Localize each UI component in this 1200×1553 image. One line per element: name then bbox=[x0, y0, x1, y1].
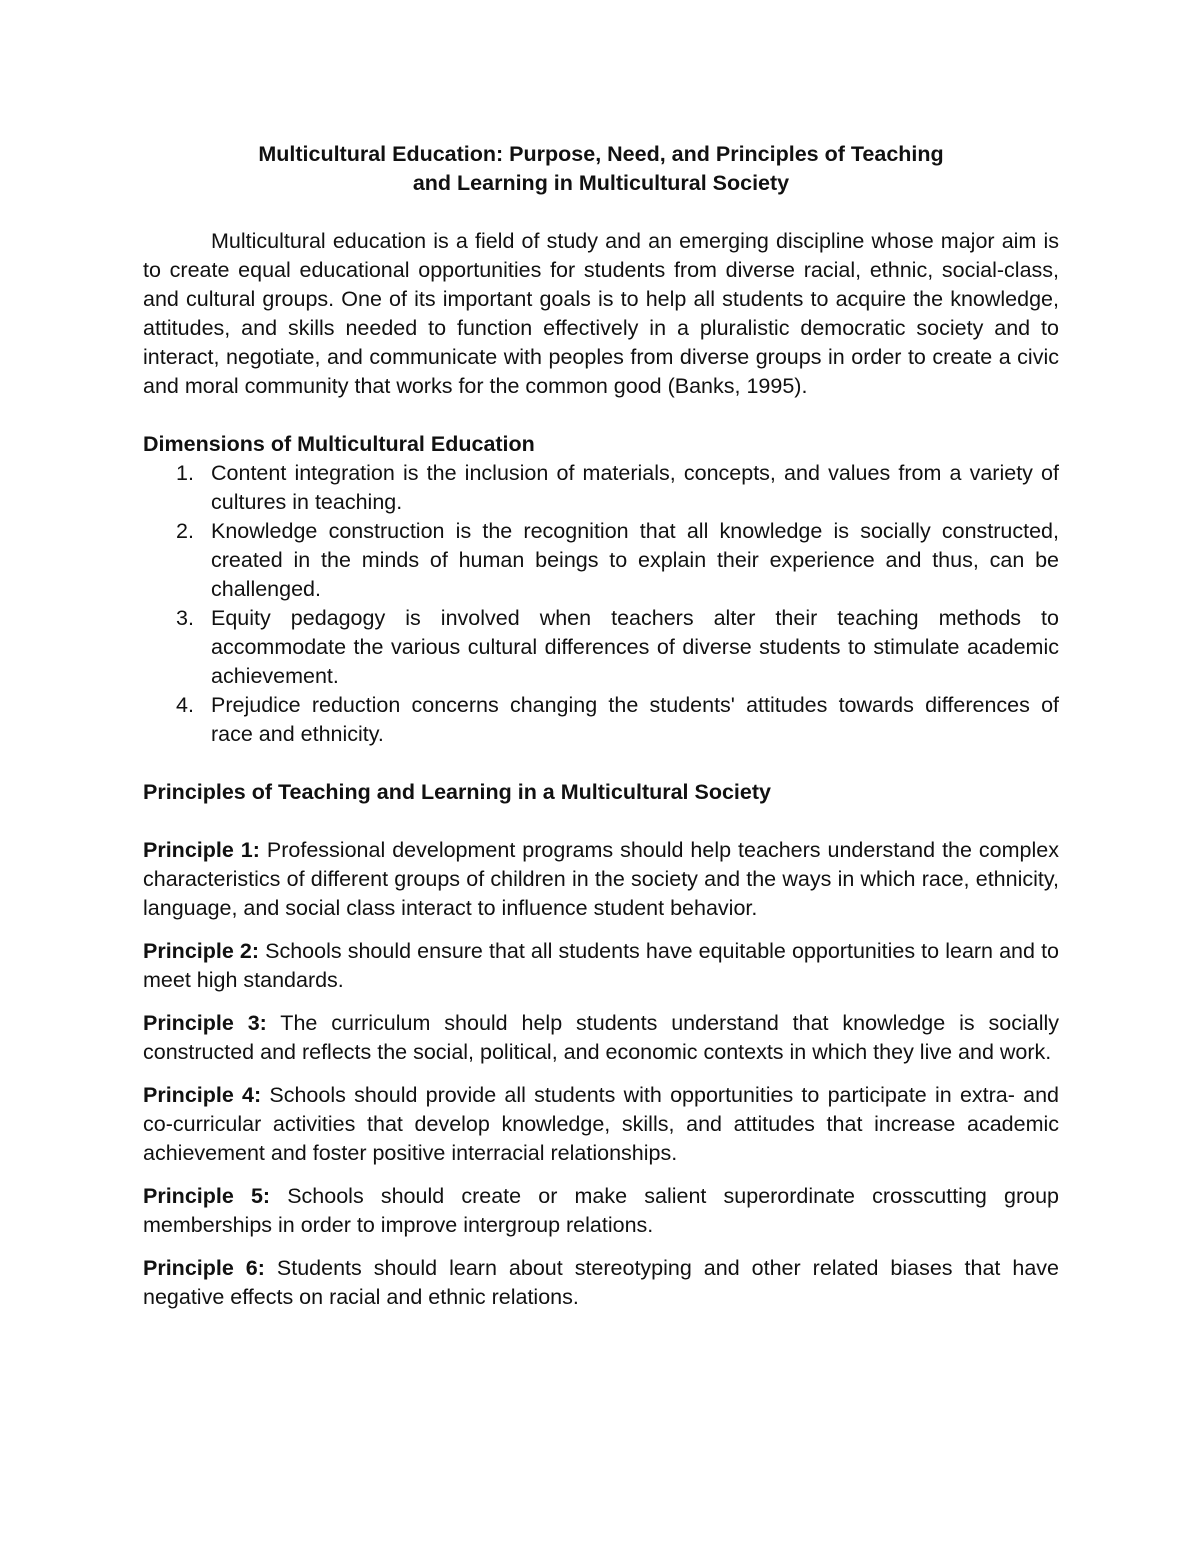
dimension-item bbox=[143, 459, 1059, 517]
dimensions-list bbox=[143, 459, 1059, 749]
principle-3 bbox=[143, 1009, 1059, 1067]
dimension-text: Knowledge construction is the recognition that all knowledge is socially constructed, created in the minds of human beings to explain their experience and thus, can be challenged. bbox=[211, 519, 1059, 601]
document-title bbox=[143, 140, 1059, 198]
principle-label: Principle 5: bbox=[143, 1184, 271, 1208]
dimension-text: Content integration is the inclusion of materials, concepts, and values from a variety of cultures in teaching. bbox=[211, 461, 1059, 514]
document-page bbox=[143, 140, 1059, 1326]
dimension-number: 3. bbox=[176, 606, 194, 630]
principle-6 bbox=[143, 1254, 1059, 1312]
principle-label: Principle 1: bbox=[143, 838, 260, 862]
dimension-item bbox=[143, 604, 1059, 691]
principle-label: Principle 3: bbox=[143, 1011, 267, 1035]
dimensions-heading: Dimensions of Multicultural Education bbox=[143, 432, 535, 456]
principle-5 bbox=[143, 1182, 1059, 1240]
principle-text: Schools should ensure that all students have equitable opportunities to learn and to meet high standards. bbox=[143, 939, 1059, 992]
dimension-number: 2. bbox=[176, 519, 194, 543]
dimension-item bbox=[143, 517, 1059, 604]
intro-paragraph: Multicultural education is a field of study and an emerging discipline whose major aim is to create equal educational opportunities for students from diverse racial, ethnic, social-class, and cultural groups. One of its important goals is to help all students to acquire the knowledge, attitudes, and skills needed to function effectively in a pluralistic democratic society and to interact, negotiate, and communicate with peoples from diverse groups in order to create a civic and moral community that works for the common good (Banks, 1995). bbox=[143, 229, 1059, 398]
principle-text: Students should learn about stereotyping and other related biases that have negative effects on racial and ethnic relations. bbox=[143, 1256, 1059, 1309]
dimension-text: Equity pedagogy is involved when teachers alter their teaching methods to accommodate the various cultural differences of diverse students to stimulate academic achievement. bbox=[211, 606, 1059, 688]
dimension-number: 4. bbox=[176, 693, 194, 717]
principle-text: Schools should provide all students with opportunities to participate in extra- and co-curricular activities that develop knowledge, skills, and attitudes that increase academic achievement and foster positive interracial relationships. bbox=[143, 1083, 1059, 1165]
dimension-number: 1. bbox=[176, 461, 194, 485]
principle-text: Professional development programs should help teachers understand the complex characteristics of different groups of children in the society and the ways in which race, ethnicity, language, and social class interact to influence student behavior. bbox=[143, 838, 1059, 920]
dimension-text: Prejudice reduction concerns changing the students' attitudes towards differences of race and ethnicity. bbox=[211, 693, 1059, 746]
principle-label: Principle 2: bbox=[143, 939, 260, 963]
principle-1 bbox=[143, 836, 1059, 923]
dimension-item bbox=[143, 691, 1059, 749]
principle-text: The curriculum should help students understand that knowledge is socially constructed and reflects the social, political, and economic contexts in which they live and work. bbox=[143, 1011, 1059, 1064]
principle-text: Schools should create or make salient superordinate crosscutting group memberships in order to improve intergroup relations. bbox=[143, 1184, 1059, 1237]
principle-2 bbox=[143, 937, 1059, 995]
principle-label: Principle 4: bbox=[143, 1083, 262, 1107]
principle-label: Principle 6: bbox=[143, 1256, 265, 1280]
title-line-1: Multicultural Education: Purpose, Need, and Principles of Teaching bbox=[258, 142, 944, 166]
principles-heading: Principles of Teaching and Learning in a Multicultural Society bbox=[143, 780, 771, 804]
title-line-2: and Learning in Multicultural Society bbox=[412, 171, 790, 195]
principle-4 bbox=[143, 1081, 1059, 1168]
